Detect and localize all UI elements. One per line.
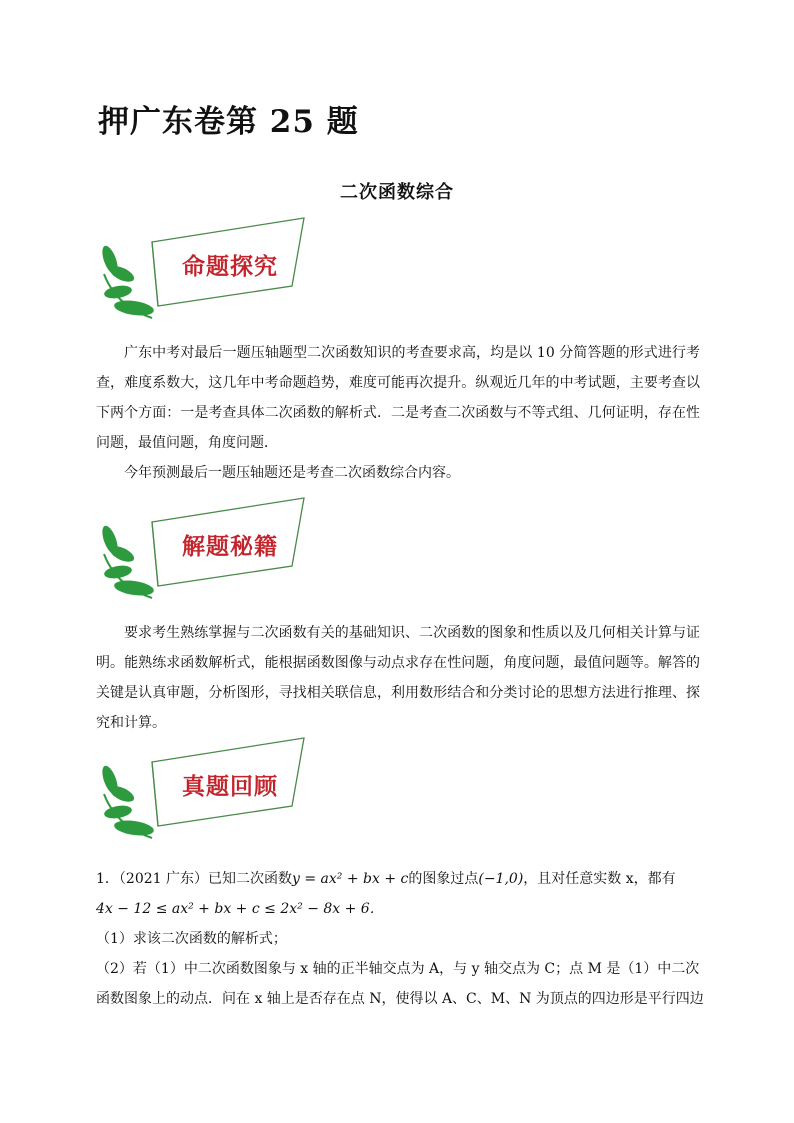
section-banner-proposition	[96, 214, 316, 332]
paragraph: 今年预测最后一题压轴题还是考查二次函数综合内容。	[124, 465, 460, 481]
page-subtitle: 二次函数综合	[340, 182, 454, 203]
banner-label: 真题回顾	[182, 773, 278, 800]
question-part-1: （1）求该二次函数的解析式；	[96, 931, 287, 947]
question-text: 的图象过点	[408, 871, 479, 887]
section-banner-review	[96, 734, 316, 852]
paragraph: 要求考生熟练掌握与二次函数有关的基础知识、二次函数的图象和性质以及几何相关计算与证明。能熟练求函数解析式，能根据函数图像与动点求存在性问题，角度问题，最值问题等。解答的关键是认真审题，分析图形，寻找相关联信息，利用数形结合和分类讨论的思想方法进行推理、探究和计算。	[96, 625, 700, 731]
question-text: ，且对任意实数 x，都有	[523, 871, 676, 887]
question-1	[96, 864, 706, 1014]
paragraph: 广东中考对最后一题压轴题型二次函数知识的考查要求高，均是以 10 分简答题的形式进行考查，难度系数大，这几年中考命题趋势，难度可能再次提升。纵观近几年的中考试题，主要考查以下两个方面：一是考查具体二次函数的解析式．二是考查二次函数与不等式组、几何证明，存在性问题，最值问题，角度问题．	[96, 345, 700, 451]
section-text-proposition	[96, 338, 700, 488]
section-text-tips	[96, 618, 700, 738]
question-part-2: （2）若（1）中二次函数图象与 x 轴的正半轴交点为 A，与 y 轴交点为 C；点 M 是（1）中二次函数图象上的动点．问在 x 轴上是否存在点 N，使得以 A、C、M、N 为顶点的四边形是平行四边	[96, 961, 704, 1007]
formula: y = ax² + bx + c	[292, 871, 409, 887]
page-title: 押广东卷第 25 题	[98, 104, 359, 140]
banner-label: 命题探究	[182, 253, 278, 280]
formula: (−1,0)	[478, 871, 524, 887]
banner-label: 解题秘籍	[182, 533, 278, 560]
question-line-1	[96, 864, 706, 894]
section-banner-tips	[96, 494, 316, 612]
question-line-2: 4x − 12 ≤ ax² + bx + c ≤ 2x² − 8x + 6．	[96, 901, 384, 917]
question-text: 1．（2021 广东）已知二次函数	[96, 871, 292, 887]
